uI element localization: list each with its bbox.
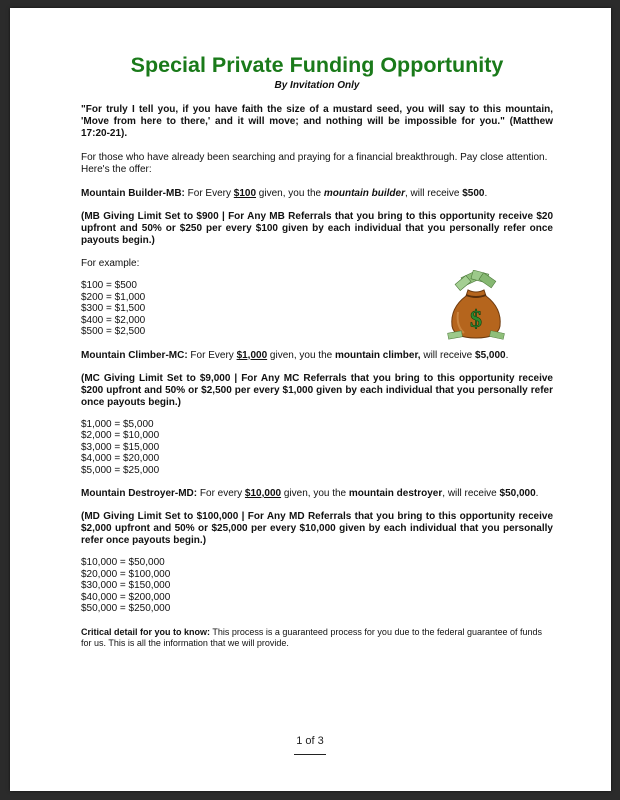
scripture-quote: "For truly I tell you, if you have faith the size of a mustard seed, you will say to this mountain, 'Move from here to there,' and it will move; and nothing will be impossible for you." (Matthew 17:20-21). [81, 104, 553, 139]
mb-name: Mountain Builder-MB: [81, 188, 185, 199]
md-example-line: $40,000 = $200,000 [81, 591, 171, 603]
document-content [81, 52, 553, 649]
mc-amount: $1,000 [236, 349, 268, 361]
mc-pre: For Every [187, 349, 237, 361]
mb-example-line: $400 = $2,000 [81, 314, 146, 326]
md-role: mountain destroyer [348, 488, 443, 499]
md-mid: given, you the [281, 488, 349, 499]
mc-offer [81, 350, 553, 362]
md-name: Mountain Destroyer-MD: [81, 488, 198, 499]
money-bag-icon [446, 270, 506, 342]
md-end: . [535, 488, 539, 499]
mb-example-line: $500 = $2,500 [81, 326, 146, 337]
critical-detail [81, 627, 553, 649]
mb-pre: For Every [184, 188, 234, 199]
page-indicator: 1 of 3 [296, 735, 324, 747]
mc-example-line: $4,000 = $20,000 [81, 453, 160, 464]
md-limit: (MD Giving Limit Set to $100,000 | For Any MD Referrals that you bring to this opportunity receive $2,000 upfront and 50% or $25,000 per every $10,000 given by each individual that you personally refer once payouts begin.) [81, 511, 553, 546]
svg-text:$: $ [470, 307, 482, 333]
md-pre: For every [197, 488, 245, 499]
critical-text: This process is a guaranteed process for you due to the federal guarantee of funds for us. This is all the information that we will provide. [81, 626, 543, 648]
md-reward: $50,000 [499, 488, 536, 499]
mc-name: Mountain Climber-MC: [81, 349, 188, 361]
md-example-line: $50,000 = $250,000 [81, 603, 171, 614]
mb-example-line: $200 = $1,000 [81, 291, 146, 303]
mc-reward: $5,000 [475, 349, 506, 361]
mc-examples [81, 419, 553, 477]
intro-paragraph: For those who have already been searching and praying for a financial breakthrough. Pay close attention. Here's the offer: [81, 152, 548, 175]
md-example-line: $20,000 = $100,000 [81, 568, 171, 580]
md-example-line: $30,000 = $150,000 [81, 580, 171, 591]
md-example-line: $10,000 = $50,000 [81, 557, 165, 568]
mc-example-line: $1,000 = $5,000 [81, 418, 154, 430]
example-label: For example: [81, 258, 140, 269]
mc-end: . [505, 349, 509, 361]
mc-limit: (MC Giving Limit Set to $9,000 | For Any MC Referrals that you bring to this opportunity receive $200 upfront and 50% or $2,500 per every $1,000 given by each individual that you personally refer once payouts begin.) [81, 372, 553, 408]
mb-example-line: $100 = $500 [81, 280, 137, 291]
mc-example-line: $5,000 = $25,000 [81, 464, 160, 476]
mb-limit: (MB Giving Limit Set to $900 | For Any MB Referrals that you bring to this opportunity receive $20 upfront and 50% or $250 per every $100 given by each individual that you personally refer once payouts begin.) [81, 211, 553, 246]
mb-mid: given, you the [256, 188, 324, 199]
md-amount: $10,000 [244, 488, 282, 499]
mc-mid: given, you the [267, 349, 335, 361]
mb-example-line: $300 = $1,500 [81, 303, 146, 314]
mc-role: mountain climber, [334, 349, 421, 361]
cash-bills [455, 270, 496, 290]
mc-example-line: $3,000 = $15,000 [81, 441, 160, 453]
md-offer [81, 488, 553, 500]
page-indicator-underline [294, 754, 326, 755]
critical-label: Critical detail for you to know: [81, 626, 211, 637]
document-page [10, 8, 611, 791]
md-post: , will receive [442, 488, 500, 499]
mb-reward: $500 [462, 188, 485, 199]
mb-post: , will receive [404, 188, 463, 199]
page-title: Special Private Funding Opportunity [130, 53, 504, 77]
mb-end: . [484, 188, 488, 199]
md-examples [81, 557, 553, 615]
mb-offer [81, 188, 553, 200]
mc-post: will receive [420, 349, 476, 361]
page-subtitle: By Invitation Only [274, 80, 360, 91]
mc-example-line: $2,000 = $10,000 [81, 430, 160, 441]
mb-amount: $100 [233, 188, 257, 199]
mb-role: mountain builder [323, 188, 405, 199]
